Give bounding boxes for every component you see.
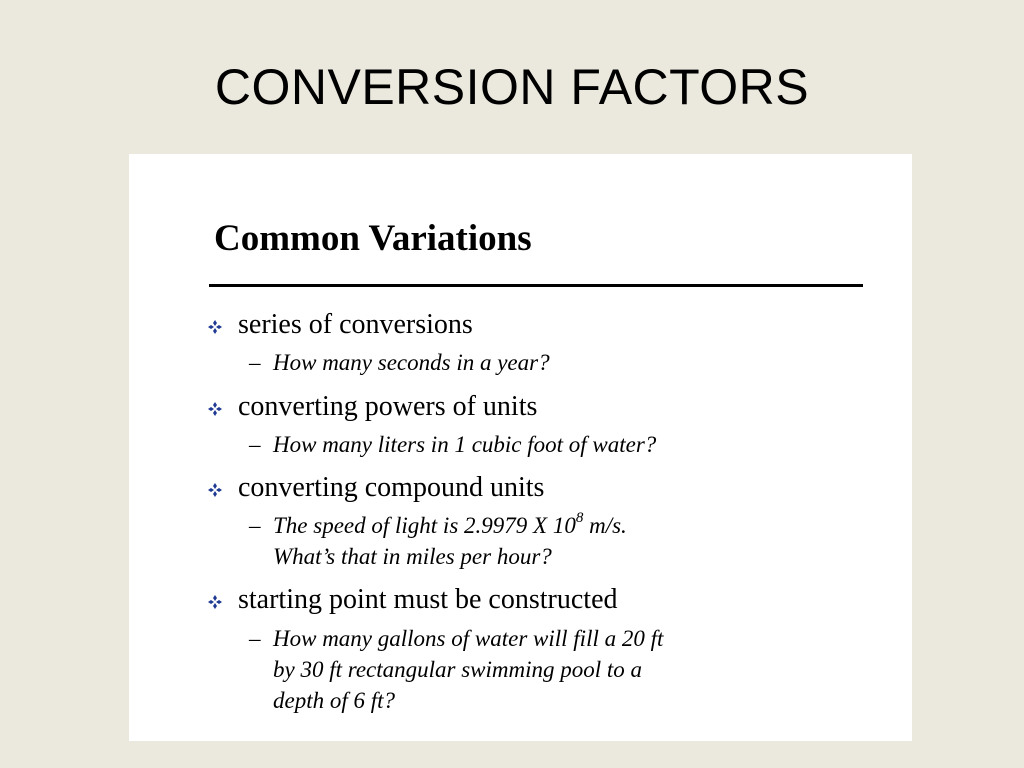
heading-rule [209,284,863,287]
sub-dash: – [249,432,261,457]
sub-dash: – [249,626,261,651]
sub-item [249,429,656,460]
four-diamond-icon [208,595,222,609]
content-panel [129,154,912,741]
bullet-item [208,586,618,614]
bullet-text: starting point must be constructed [238,584,618,615]
sub-item [249,510,627,572]
bullet-item [208,393,537,421]
sub-dash: – [249,513,261,538]
sub-text: How many liters in 1 cubic foot of water? [273,432,657,457]
exponent: 8 [575,510,584,527]
bullet-item [208,474,544,502]
sub-item [249,347,550,378]
bullet-text: series of conversions [238,309,473,340]
sub-dash: – [249,350,261,375]
sub-text: What’s that in miles per hour? [273,544,552,569]
sub-text: How many seconds in a year? [273,350,550,375]
bullet-text: converting powers of units [238,391,538,422]
sub-text: depth of 6 ft? [273,688,396,713]
sub-text: How many gallons of water will fill a 20 ft [273,626,664,651]
four-diamond-icon [208,320,222,334]
sub-text: by 30 ft rectangular swimming pool to a [273,657,643,682]
section-heading: Common Variations [214,218,532,259]
four-diamond-icon [208,483,222,497]
sub-text: The speed of light is 2.9979 X $10^8$ m/s. [273,510,627,538]
sub-item [249,623,663,716]
bullet-item [208,311,473,339]
slide-title: CONVERSION FACTORS [214,59,810,115]
four-diamond-icon [208,402,222,416]
bullet-text: converting compound units [238,472,545,503]
